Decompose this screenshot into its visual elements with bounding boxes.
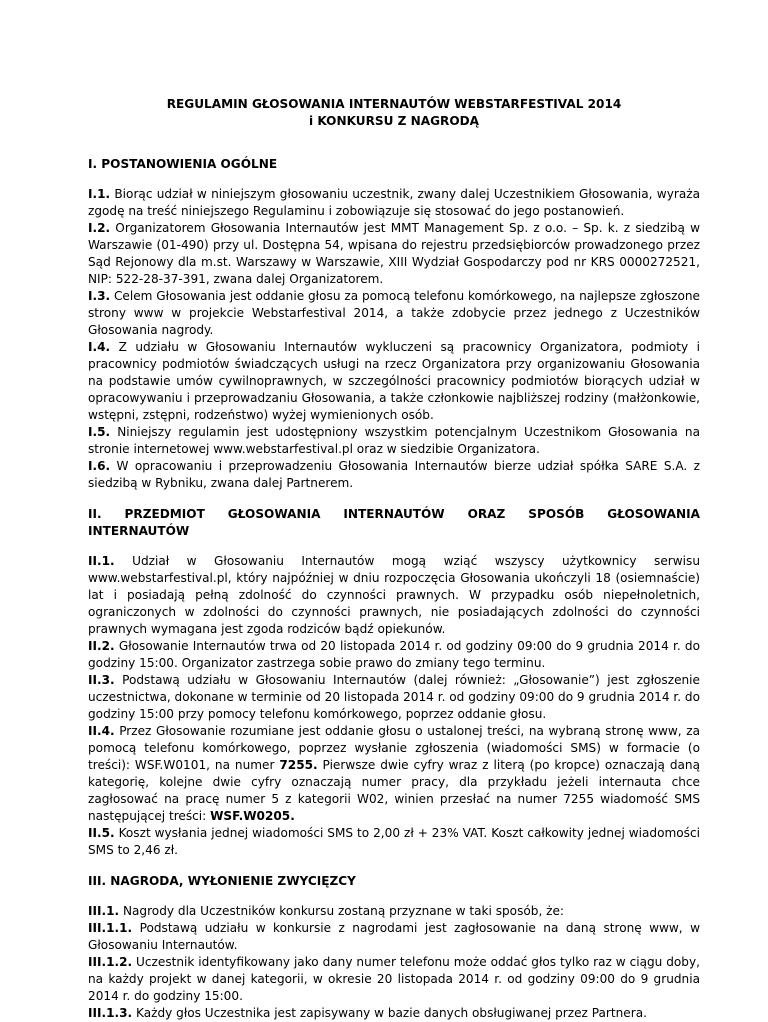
section-voting-subject <box>88 506 700 859</box>
paragraph-III-1-1: III.1.1. Podstawą udziału w konkursie z nagrodami jest zagłosowanie na daną stronę www, w Głosowaniu Internautów. <box>88 921 700 952</box>
paragraph-II-5: II.5. Koszt wysłania jednej wiadomości SMS to 2,00 zł + 23% VAT. Koszt całkowity jednej wiadomości SMS to 2,46 zł. <box>88 826 700 857</box>
paragraph-I-5: I.5. Niniejszy regulamin jest udostępniony wszystkim potencjalnym Uczestnikom Głosowania na stronie internetowej www.webstarfestival.pl oraz w siedzibie Organizatora. <box>88 425 700 456</box>
paragraph-I-2: I.2. Organizatorem Głosowania Internautów jest MMT Management Sp. z o.o. – Sp. k. z siedzibą w Warszawie (01-490) przy ul. Dostępna 54, wpisana do rejestru przedsiębiorców prowadzonego przez Sąd Rejonowy dla m.st. Warszawy w Warszawie, XIII Wydział Gospodarczy pod nr KRS 0000272521, NIP: 522-28-37-391, zwana dalej Organizatorem. <box>88 221 700 286</box>
title-line-1: REGULAMIN GŁOSOWANIA INTERNAUTÓW WEBSTARFESTIVAL 2014 <box>166 97 622 111</box>
document-title <box>88 96 700 130</box>
paragraph-II-3: II.3. Podstawą udziału w Głosowaniu Internautów (dalej również: „Głosowanie”) jest zgłoszenie uczestnictwa, dokonane w terminie od 20 listopada 2014 r. od godziny 09:00 do 9 grudnia 2014 r. do godziny 15:00 przy pomocy telefonu komórkowego, poprzez oddanie głosu. <box>88 673 700 721</box>
paragraph-III-1-2: III.1.2. Uczestnik identyfikowany jako dany numer telefonu może oddać głos tylko raz w ciągu doby, na każdy projekt w danej kategorii, w okresie 20 listopada 2014 r. od godziny 09:00 do 9 grudnia 2014 r. do godziny 15:00. <box>88 955 700 1003</box>
paragraph-III-1: III.1. Nagrody dla Uczestników konkursu zostaną przyznane w taki sposób, że: <box>88 904 565 918</box>
paragraph-II-1: II.1. Udział w Głosowaniu Internautów mogą wziąć wszyscy użytkownicy serwisu www.webstarfestival.pl, który najpóźniej w dniu rozpoczęcia Głosowania ukończyli 18 (osiemnaście) lat i posiadają pełną zdolność do czynności prawnych. W przypadku osób niepełnoletnich, ograniczonych w zdolności do czynności prawnych, nie posiadających zdolności do czynności prawnych wymagana jest zgoda rodziców bądź opiekunów. <box>88 554 700 636</box>
paragraph-I-4: I.4. Z udziału w Głosowaniu Internautów wykluczeni są pracownicy Organizatora, podmioty i pracownicy podmiotów świadczących usługi na rzecz Organizatora przy organizowaniu Głosowania na podstawie umów cywilnoprawnych, w szczególności pracownicy podmiotów biorących udział w opracowywaniu i przeprowadzaniu Głosowania, a także członkowie najbliższej rodziny (małżonkowie, wstępni, zstępni, rodzeństwo) wyżej wymienionych osób. <box>88 340 700 422</box>
section-prize-winner <box>88 873 700 1022</box>
paragraph-III-1-3: III.1.3. Każdy głos Uczestnika jest zapisywany w bazie danych obsługiwanej przez Partnera. <box>88 1006 647 1020</box>
paragraph-II-2: II.2. Głosowanie Internautów trwa od 20 listopada 2014 r. od godziny 09:00 do 9 grudnia 2014 r. do godziny 15:00. Organizator zastrzega sobie prawo do zmiany tego terminu. <box>88 639 700 670</box>
paragraph-I-3: I.3. Celem Głosowania jest oddanie głosu za pomocą telefonu komórkowego, na najlepsze zgłoszone strony www w projekcie Webstarfestival 2014, a także zdobycie przez jednego z Uczestników Głosowania nagrody. <box>88 289 700 337</box>
title-line-2: i KONKURSU Z NAGRODĄ <box>309 114 479 128</box>
section-heading: I. POSTANOWIENIA OGÓLNE <box>88 157 278 171</box>
paragraph-II-4: II.4. Przez Głosowanie rozumiane jest oddanie głosu o ustalonej treści, na wybraną stronę www, za pomocą telefonu komórkowego, poprzez wysłanie zgłoszenia (wiadomości SMS) w formacie (o treści): WSF.W0101, na numer 7255. Pierwsze dwie cyfry wraz z literą (po kropce) oznaczają daną kategorię, kolejne dwie cyfry oznaczają numer pracy, dla przykładu jeżeli internauta chce zagłosować na pracę numer 5 z kategorii W02, winien przesłać na numer 7255 wiadomość SMS następującej treści: WSF.W0205. <box>88 724 700 823</box>
section-general-provisions <box>88 156 700 492</box>
section-heading: II. PRZEDMIOT GŁOSOWANIA INTERNAUTÓW ORAZ SPOSÓB GŁOSOWANIA INTERNAUTÓW <box>88 507 700 538</box>
paragraph-I-6: I.6. W opracowaniu i przeprowadzeniu Głosowania Internautów bierze udział spółka SARE S.A. z siedzibą w Rybniku, zwana dalej Partnerem. <box>88 459 700 490</box>
section-heading: III. NAGRODA, WYŁONIENIE ZWYCIĘZCY <box>88 874 356 888</box>
paragraph-I-1: I.1. Biorąc udział w niniejszym głosowaniu uczestnik, zwany dalej Uczestnikiem Głosowania, wyraża zgodę na treść niniejszego Regulaminu i zobowiązuje się stosować do jego postanowień. <box>88 187 700 218</box>
